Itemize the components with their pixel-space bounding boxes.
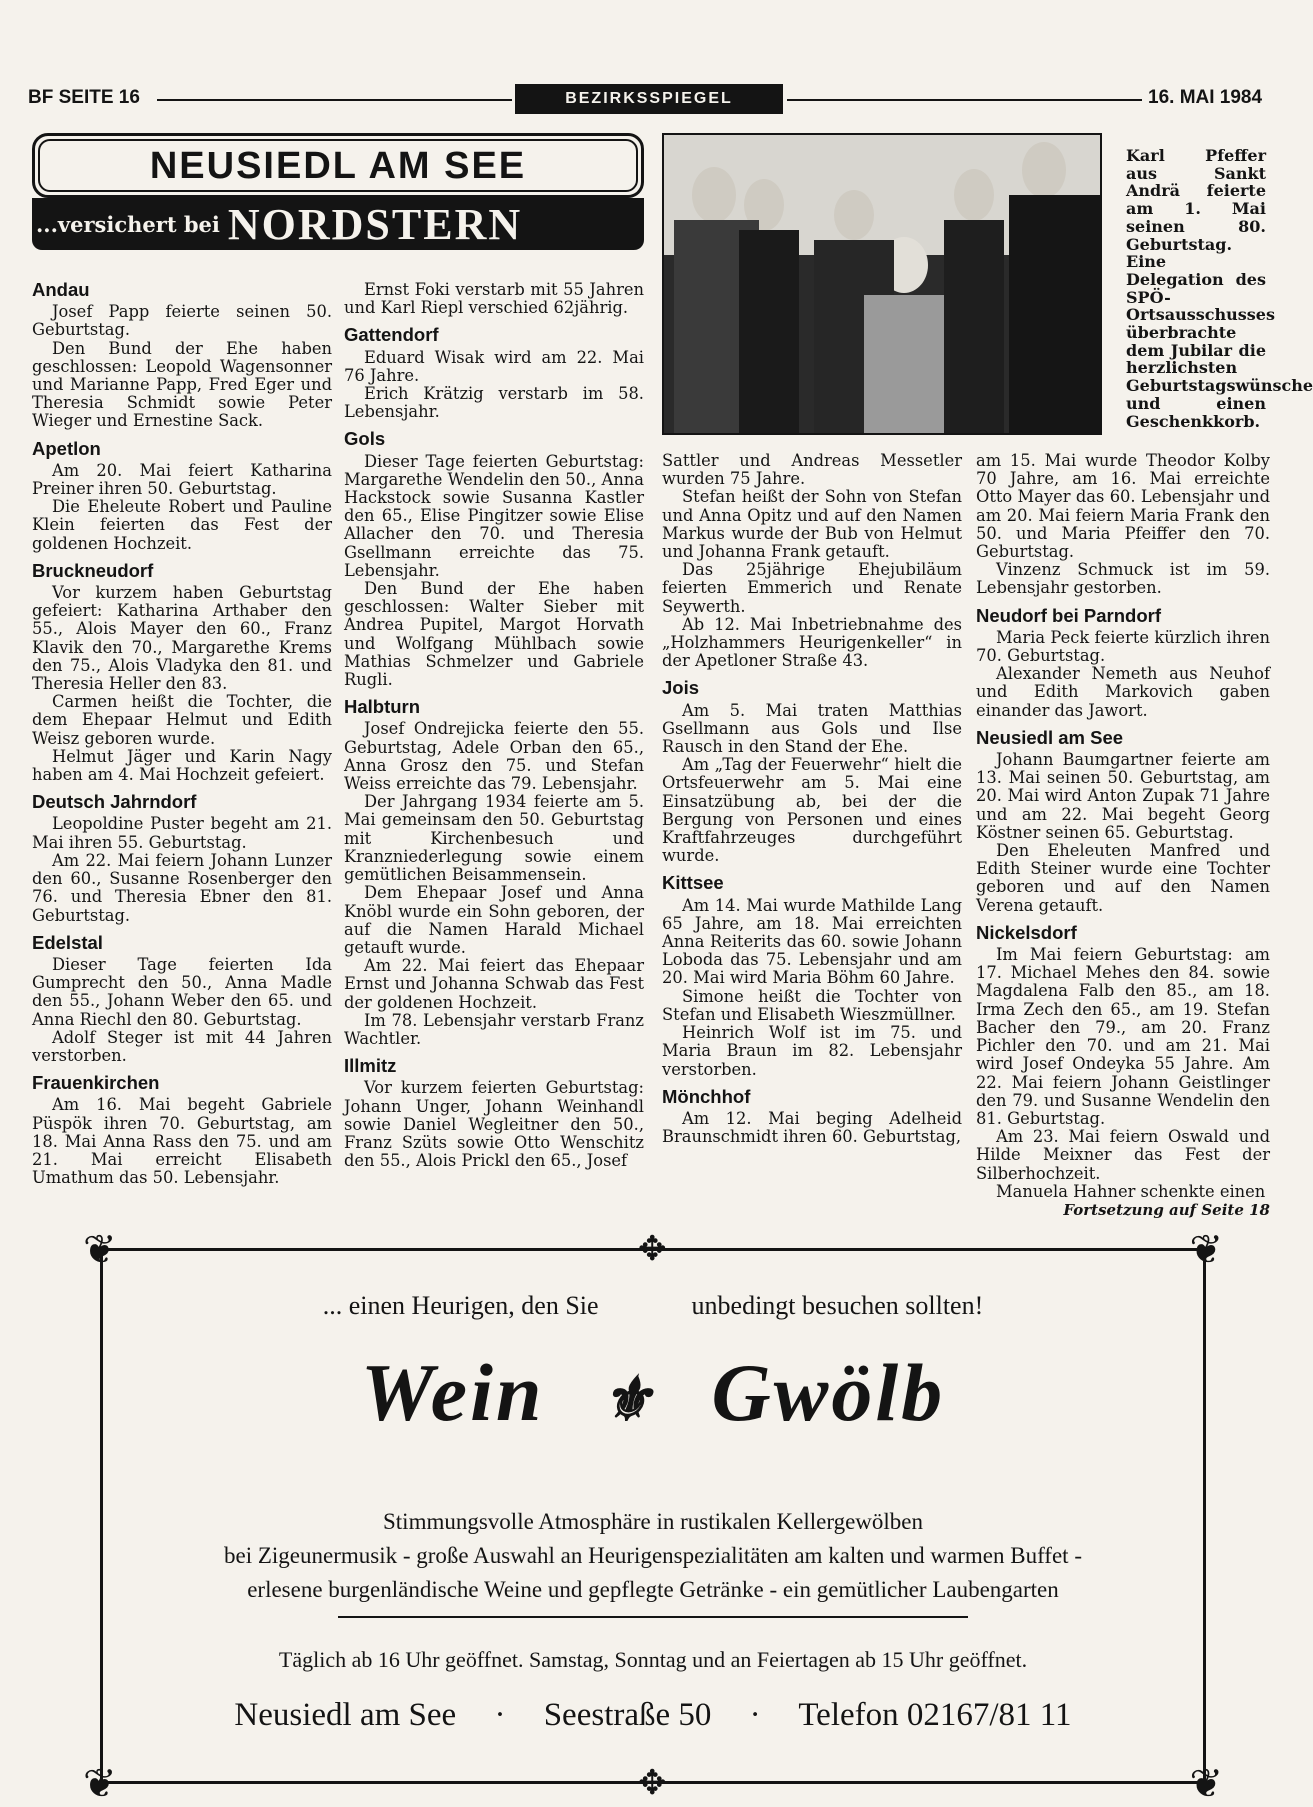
section-heading: Jois (662, 677, 700, 699)
issue-date: 16. MAI 1984 (1148, 87, 1263, 108)
news-paragraph: Eduard Wisak wird am 22. Mai 76 Jahre. (344, 347, 644, 385)
ad-phone: Telefon 02167/81 11 (798, 1697, 1072, 1733)
news-paragraph: Leopoldine Puster begeht am 21. Mai ihren 55. Geburtstag. (32, 814, 332, 852)
ad-separator: · (749, 1697, 761, 1733)
section-heading: Gattendorf (344, 324, 439, 346)
news-paragraph: Erich Krätzig verstarb im 58. Lebensjahr. (344, 384, 644, 422)
section-heading: Neusiedl am See (976, 726, 1124, 748)
news-paragraph: Alexander Nemeth aus Neuhof und Edith Markovich gaben einander das Jawort. (976, 664, 1270, 720)
column-3 (662, 452, 962, 1146)
ad-separator: · (494, 1697, 506, 1733)
ad-contact (103, 1697, 1203, 1734)
news-paragraph: Carmen heißt die Tochter, die dem Ehepaar Helmut und Edith Weisz geboren wurde. (32, 692, 332, 748)
news-paragraph: Am 14. Mai wurde Mathilde Lang 65 Jahre, am 18. Mai erreichten Anna Reiterits das 60. sowie Johann Loboda das 75. Lebensjahr und am 20. Mai wird Maria Böhm 60 Jahre. (662, 895, 962, 988)
sponsor-bar (32, 198, 644, 250)
page-title: NEUSIEDL AM SEE (38, 139, 638, 192)
news-paragraph: Adolf Steger ist mit 44 Jahren verstorben. (32, 1027, 332, 1065)
ad-ornament-tr: ❦ (1189, 1227, 1223, 1273)
news-paragraph: Josef Papp feierte seinen 50. Geburtstag. (32, 302, 332, 340)
page-number: BF SEITE 16 (28, 87, 140, 108)
title-block (32, 133, 644, 250)
column-1 (32, 281, 332, 1187)
news-paragraph: Ab 12. Mai Inbetriebnahme des „Holzhammers Heurigenkeller“ in der Apetloner Straße 43. (662, 614, 962, 671)
advertisement (83, 1227, 1223, 1807)
section-heading: Edelstal (32, 931, 103, 953)
ad-divider (338, 1616, 968, 1618)
ad-logo-left: Wein (360, 1347, 545, 1438)
coat-of-arms-icon: ⚜ (599, 1367, 657, 1433)
news-paragraph: Dieser Tage feierten Ida Gumprecht den 50., Anna Madle den 55., Johann Weber den 65. und Anna Riechl den 80. Geburtstag. (32, 954, 332, 1029)
news-paragraph: Im 78. Lebensjahr verstarb Franz Wachtler. (344, 1010, 644, 1048)
section-heading: Neudorf bei Parndorf (976, 604, 1162, 626)
news-paragraph: Vor kurzem haben Geburtstag gefeiert: Katharina Arthaber den 55., Alois Mayer den 60., Franz Klavik den 70., Margarethe Krems den 75., Alois Vladyka den 81. und Theresia Heller den 83. (32, 583, 332, 694)
news-paragraph: Dieser Tage feierten Geburtstag: Margarethe Wendelin den 50., Anna Hackstock sowie Susanna Kastler den 65., Elise Pingitzer sowie Elise Allacher den 70. und Theresia Gsellmann erreichte das 75. Lebensjahr. (344, 451, 644, 580)
group-photo-image (664, 135, 1100, 433)
section-heading: Deutsch Jahrndorf (32, 791, 197, 813)
title-frame (32, 133, 644, 198)
column-2 (344, 281, 644, 1170)
news-paragraph: Den Eheleuten Manfred und Edith Steiner wurde eine Tochter geboren und auf den Namen Verena getauft. (976, 841, 1270, 915)
ad-town: Neusiedl am See (234, 1697, 457, 1733)
ad-desc-2: bei Zigeunermusik - große Auswahl an Heurigenspezialitäten am kalten und warmen Buffet - (224, 1543, 1082, 1568)
ad-ornament-top: ✥ (638, 1229, 667, 1269)
ad-ornament-br: ❦ (1189, 1761, 1223, 1807)
news-paragraph: Stefan heißt der Sohn von Stefan und Anna Opitz und auf den Namen Markus wurde der Bub von Helmut und Johanna Frank getauft. (662, 487, 962, 562)
news-paragraph: Heinrich Wolf ist im 75. und Maria Braun im 82. Lebensjahr verstorben. (662, 1023, 962, 1079)
news-paragraph: Dem Ehepaar Josef und Anna Knöbl wurde ein Sohn geboren, der auf die Namen Harald Michael getauft wurde. (344, 883, 644, 957)
ad-logo (103, 1346, 1203, 1440)
section-banner (515, 84, 783, 114)
news-paragraph: Johann Baumgartner feierte am 13. Mai seinen 50. Geburtstag, am 20. Mai wird Anton Zupak 71 Jahre und am 22. Mai begeht Georg Köstner seinen 65. Geburtstag. (976, 750, 1270, 842)
news-paragraph: Die Eheleute Robert und Pauline Klein feierten das Fest der goldenen Hochzeit. (32, 497, 332, 553)
news-paragraph: Am 5. Mai traten Matthias Gsellmann aus Gols und Ilse Rausch in den Stand der Ehe. (662, 700, 962, 757)
section-heading: Kittsee (662, 872, 724, 894)
news-paragraph: Der Jahrgang 1934 feierte am 5. Mai gemeinsam den 50. Geburtstag mit Kirchenbesuch und Kranzniederlegung sowie einem gemütlichen Beisammensein. (344, 792, 644, 885)
header-rule-left (157, 99, 512, 101)
sponsor-logo: NORDSTERN (227, 199, 523, 249)
news-paragraph: Helmut Jäger und Karin Nagy haben am 4. Mai Hochzeit gefeiert. (32, 746, 332, 785)
section-heading: Andau (32, 279, 90, 300)
news-paragraph: Im Mai feiern Geburtstag: am 17. Michael Mehes den 84. sowie Magdalena Falb den 85., am 18. Irma Zech den 65., am 19. Stefan Bacher den 79., am 20. Franz Pichler den 70. und am 21. Mai wird Josef Ondeyka 55 Jahre. Am 22. Mai feiern Johann Geistlinger den 79. und Susanne Wendelin den 81. Geburtstag. (976, 945, 1270, 1128)
continuation-note: Fortsetzung auf Seite 18 (1063, 1200, 1270, 1219)
section-heading: Frauenkirchen (32, 1072, 160, 1094)
ad-desc-3: erlesene burgenländische Weine und gepflegte Getränke - ein gemütlicher Laubengarten (247, 1577, 1059, 1602)
section-heading: Halbturn (344, 696, 421, 718)
section-heading: Nickelsdorf (976, 921, 1077, 943)
section-heading: Illmitz (344, 1055, 397, 1077)
news-paragraph: Maria Peck feierte kürzlich ihren 70. Geburtstag. (976, 627, 1270, 666)
section-banner-label: BEZIRKSSPIEGEL (565, 90, 733, 107)
ad-ornament-bl: ❦ (83, 1761, 117, 1807)
news-paragraph: Den Bund der Ehe haben geschlossen: Leopold Wagensonner und Marianne Papp, Fred Eger und Theresia Schmidt sowie Peter Wieger und Ernestine Sack. (32, 338, 332, 431)
news-paragraph: Josef Ondrejicka feierte den 55. Geburtstag, Adele Orban den 65., Anna Grosz den 75. und Stefan Weiss erreichte das 79. Lebensjahr. (344, 719, 644, 794)
news-paragraph: Am 20. Mai feiert Katharina Preiner ihren 50. Geburtstag. (32, 460, 332, 499)
ad-intro-right: unbedingt besuchen sollten! (691, 1291, 984, 1320)
header-rule-right (787, 99, 1142, 101)
news-paragraph: Ernst Foki verstarb mit 55 Jahren und Karl Riepl verschied 62jährig. (344, 280, 644, 318)
news-paragraph: Am 23. Mai feiern Oswald und Hilde Meixner das Fest der Silberhochzeit. (976, 1127, 1270, 1183)
news-paragraph: Am „Tag der Feuerwehr“ hielt die Ortsfeuerwehr am 5. Mai eine Einsatzübung ab, bei der die Bergung von Personen und eines Kraftfahrzeuges durchgeführt wurde. (662, 755, 962, 866)
column-4 (976, 452, 1270, 1219)
news-paragraph: Am 22. Mai feiert das Ehepaar Ernst und Johanna Schwab das Fest der goldenen Hochzeit. (344, 956, 644, 1012)
photo (662, 133, 1102, 435)
sponsor-prefix: ...versichert bei (36, 211, 220, 237)
ad-hours: Täglich ab 16 Uhr geöffnet. Samstag, Sonntag und an Feiertagen ab 15 Uhr geöffnet. (278, 1647, 1028, 1672)
ad-street: Seestraße 50 (543, 1697, 712, 1733)
news-paragraph: Den Bund der Ehe haben geschlossen: Walter Sieber mit Andrea Pupitel, Margot Horvath und Wolfgang Mühlbach sowie Mathias Schmelzer und Gabriele Rugli. (344, 579, 644, 690)
news-paragraph: Simone heißt die Tochter von Stefan und Elisabeth Wieszmüllner. (662, 986, 962, 1024)
section-heading: Mönchhof (662, 1085, 751, 1107)
section-heading: Bruckneudorf (32, 559, 154, 581)
section-heading: Apetlon (32, 437, 101, 459)
news-paragraph: Sattler und Andreas Messetler wurden 75 Jahre. (662, 451, 962, 489)
ad-desc-1: Stimmungsvolle Atmosphäre in rustikalen Kellergewölben (383, 1509, 923, 1534)
news-paragraph: Manuela Hahner schenkte einen (996, 1181, 1266, 1201)
ad-intro (103, 1291, 1203, 1321)
news-paragraph: Das 25jährige Ehejubiläum feierten Emmerich und Renate Seywerth. (662, 560, 962, 616)
news-paragraph: Am 22. Mai feiern Johann Lunzer den 60., Susanne Rosenberger den 76. und Theresia Ebner den 81. Geburtstag. (32, 850, 332, 925)
ad-ornament-bottom: ✥ (638, 1763, 667, 1803)
photo-caption: Karl Pfeffer aus Sankt Andrä feierte am 1. Mai seinen 80. Geburtstag. Eine Delegation des SPÖ-Ortsausschusses überbrachte dem Jubilar die herzlichsten Geburtstagswünsche und einen Geschenkkorb. (1126, 146, 1313, 431)
news-paragraph: Am 12. Mai beging Adelheid Braunschmidt ihren 60. Geburtstag, (662, 1108, 962, 1147)
news-paragraph: Vinzenz Schmuck ist im 59. Lebensjahr gestorben. (976, 560, 1270, 598)
ad-ornament-tl: ❦ (83, 1227, 117, 1273)
section-heading: Gols (344, 428, 386, 450)
ad-logo-right: Gwölb (711, 1347, 946, 1438)
news-paragraph: Am 16. Mai begeht Gabriele Püspök ihren 70. Geburtstag, am 18. Mai Anna Rass den 75. und am 21. Mai erreicht Elisabeth Umathum das 50. Lebensjahr. (32, 1095, 332, 1188)
ad-intro-left: ... einen Heurigen, den Sie (322, 1291, 599, 1320)
news-paragraph: Vor kurzem feierten Geburtstag: Johann Unger, Johann Weinhandl sowie Daniel Wegleitner den 50., Franz Szüts sowie Otto Wenschitz den 55., Alois Prickl den 65., Josef (344, 1078, 644, 1171)
news-paragraph: am 15. Mai wurde Theodor Kolby 70 Jahre, am 16. Mai erreichte Otto Mayer das 60. Lebensjahr und am 20. Mai feiern Maria Frank den 50. und Maria Pfeiffer den 70. Geburtstag. (976, 451, 1270, 562)
